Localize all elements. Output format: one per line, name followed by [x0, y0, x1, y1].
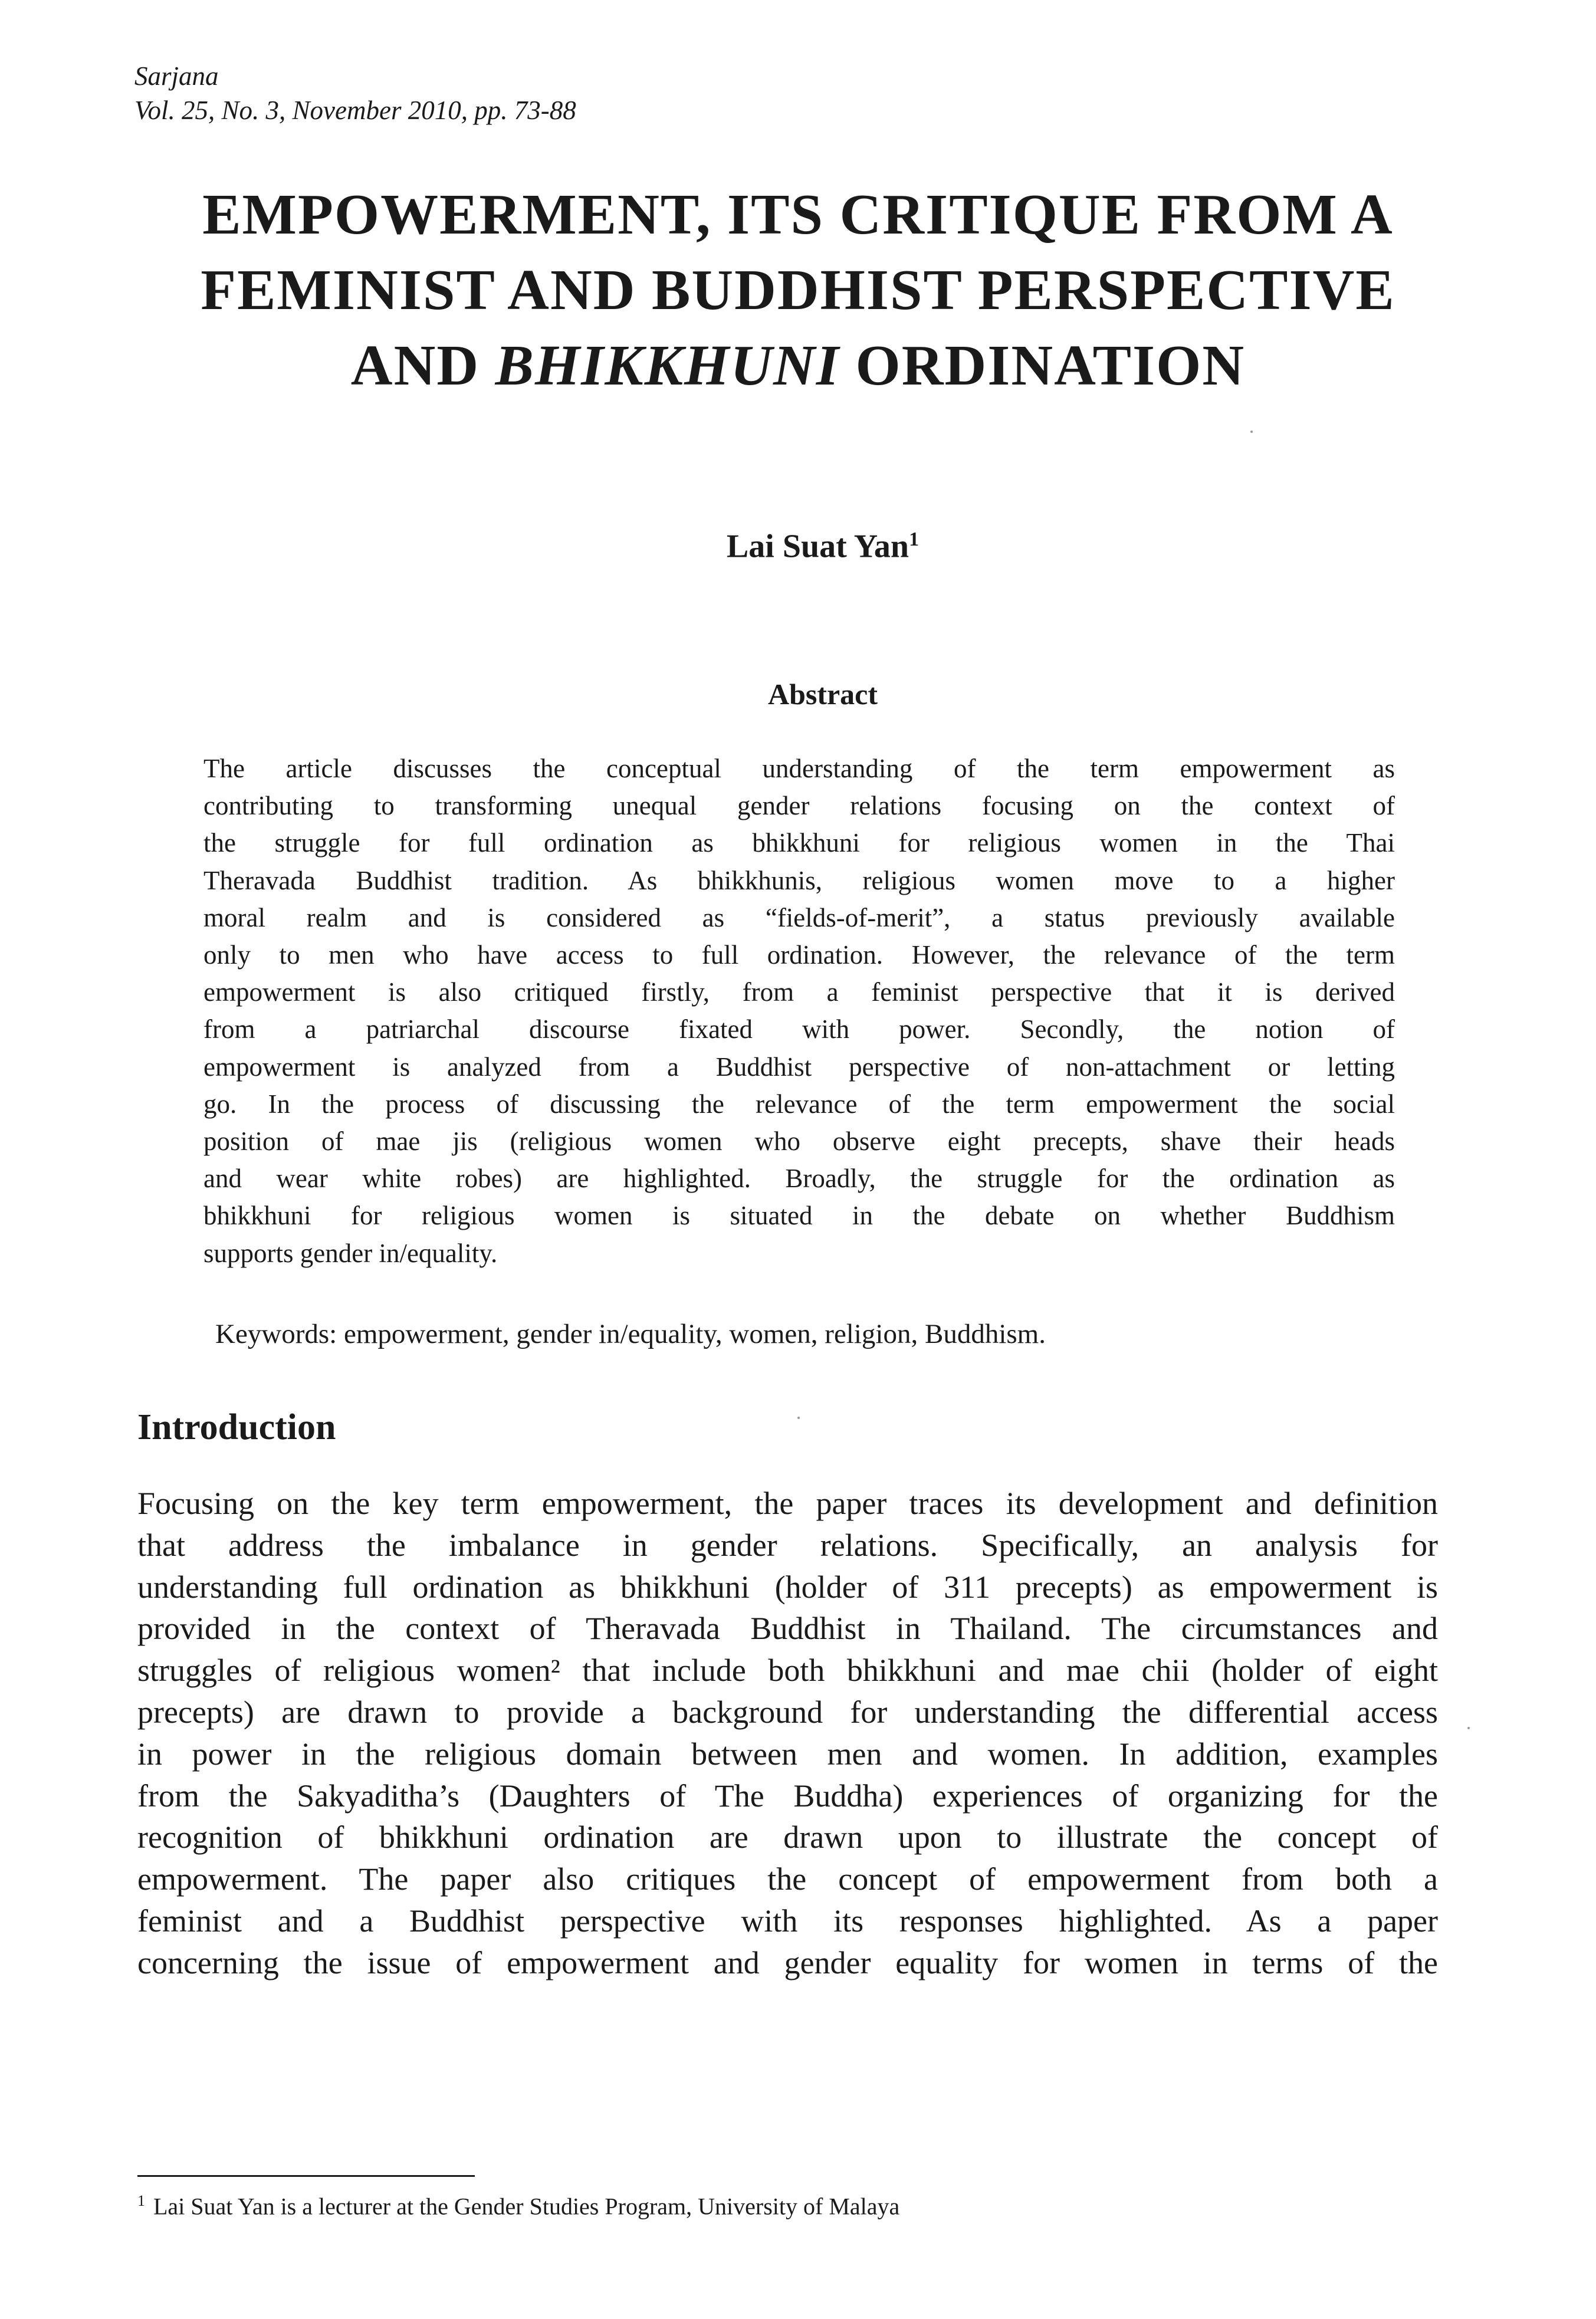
footnote-rule [137, 2175, 475, 2177]
abstract-line: from a patriarchal discourse fixated with power. Secondly, the notion of [203, 1014, 1395, 1044]
introduction-line: struggles of religious women² that include both bhikkhuni and mae chii (holder of eight [137, 1653, 1438, 1689]
abstract-line: go. In the process of discussing the relevance of the term empowerment the social [203, 1089, 1395, 1119]
abstract-line: and wear white robes) are highlighted. Broadly, the struggle for the ordination as [203, 1164, 1395, 1194]
paper-title [118, 177, 1478, 403]
introduction-line: precepts) are drawn to provide a background for understanding the differential access [137, 1694, 1438, 1730]
title-line-3-post: ORDINATION [840, 334, 1246, 398]
abstract-line: the struggle for full ordination as bhikkhuni for religious women in the Thai [203, 828, 1395, 858]
title-line-3-pre: AND [350, 334, 495, 398]
footnote-mark: 1 [137, 2192, 145, 2209]
abstract-line: supports gender in/equality. [203, 1238, 498, 1268]
footnote [137, 2186, 899, 2222]
introduction-line: feminist and a Buddhist perspective with its responses highlighted. As a paper [137, 1903, 1438, 1939]
abstract-line: bhikkhuni for religious women is situated in the debate on whether Buddhism [203, 1201, 1395, 1231]
abstract-line: moral realm and is considered as “fields-of-merit”, a status previously available [203, 902, 1395, 932]
abstract-line: position of mae jis (religious women who observe eight precepts, shave their heads [203, 1126, 1395, 1157]
journal-volume: Vol. 25, No. 3, November 2010, pp. 73-88 [134, 96, 576, 125]
footnote-text: Lai Suat Yan is a lecturer at the Gender Studies Program, University of Malaya [153, 2193, 900, 2220]
journal-header [134, 59, 576, 127]
author-line [0, 519, 1596, 567]
introduction-line: provided in the context of Theravada Buddhist in Thailand. The circumstances and [137, 1611, 1438, 1647]
author-footnote-mark: 1 [909, 528, 919, 550]
introduction-line: recognition of bhikkhuni ordination are drawn upon to illustrate the concept of [137, 1819, 1438, 1855]
keywords: Keywords: empowerment, gender in/equality, women, religion, Buddhism. [215, 1319, 1046, 1349]
introduction-line: that address the imbalance in gender relations. Specifically, an analysis for [137, 1527, 1438, 1563]
abstract-line: contributing to transforming unequal gender relations focusing on the context of [203, 791, 1395, 821]
scan-speck [1250, 431, 1253, 433]
title-line-2: FEMINIST AND BUDDHIST PERSPECTIVE [201, 258, 1395, 322]
abstract-line: only to men who have access to full ordination. However, the relevance of the term [203, 940, 1395, 970]
journal-name: Sarjana [134, 61, 219, 91]
abstract-body [203, 750, 1395, 1272]
introduction-line: in power in the religious domain between men and women. In addition, examples [137, 1736, 1438, 1772]
introduction-body [137, 1483, 1438, 1984]
introduction-heading: Introduction [137, 1407, 336, 1447]
introduction-line: from the Sakyaditha’s (Daughters of The Buddha) experiences of organizing for the [137, 1778, 1438, 1814]
introduction-line: empowerment. The paper also critiques the concept of empowerment from both a [137, 1861, 1438, 1897]
introduction-line: concerning the issue of empowerment and gender equality for women in terms of the [137, 1944, 1438, 1980]
abstract-line: empowerment is analyzed from a Buddhist perspective of non-attachment or letting [203, 1052, 1395, 1082]
title-line-3 [118, 328, 1478, 403]
introduction-line: Focusing on the key term empowerment, the paper traces its development and definition [137, 1486, 1438, 1521]
scan-speck [797, 1417, 800, 1419]
title-line-3-italic: BHIKKHUNI [495, 334, 840, 398]
title-line-1: EMPOWERMENT, ITS CRITIQUE FROM A [202, 183, 1394, 247]
abstract-line: The article discusses the conceptual understanding of the term empowerment as [203, 754, 1395, 783]
abstract-line: Theravada Buddhist tradition. As bhikkhunis, religious women move to a higher [203, 865, 1395, 895]
scan-speck [1467, 1727, 1470, 1729]
abstract-heading: Abstract [767, 678, 878, 711]
abstract-line: empowerment is also critiqued firstly, from a feminist perspective that it is derived [203, 977, 1395, 1007]
author-name: Lai Suat Yan [726, 528, 909, 565]
introduction-line: understanding full ordination as bhikkhuni (holder of 311 precepts) as empowerment is [137, 1569, 1438, 1605]
